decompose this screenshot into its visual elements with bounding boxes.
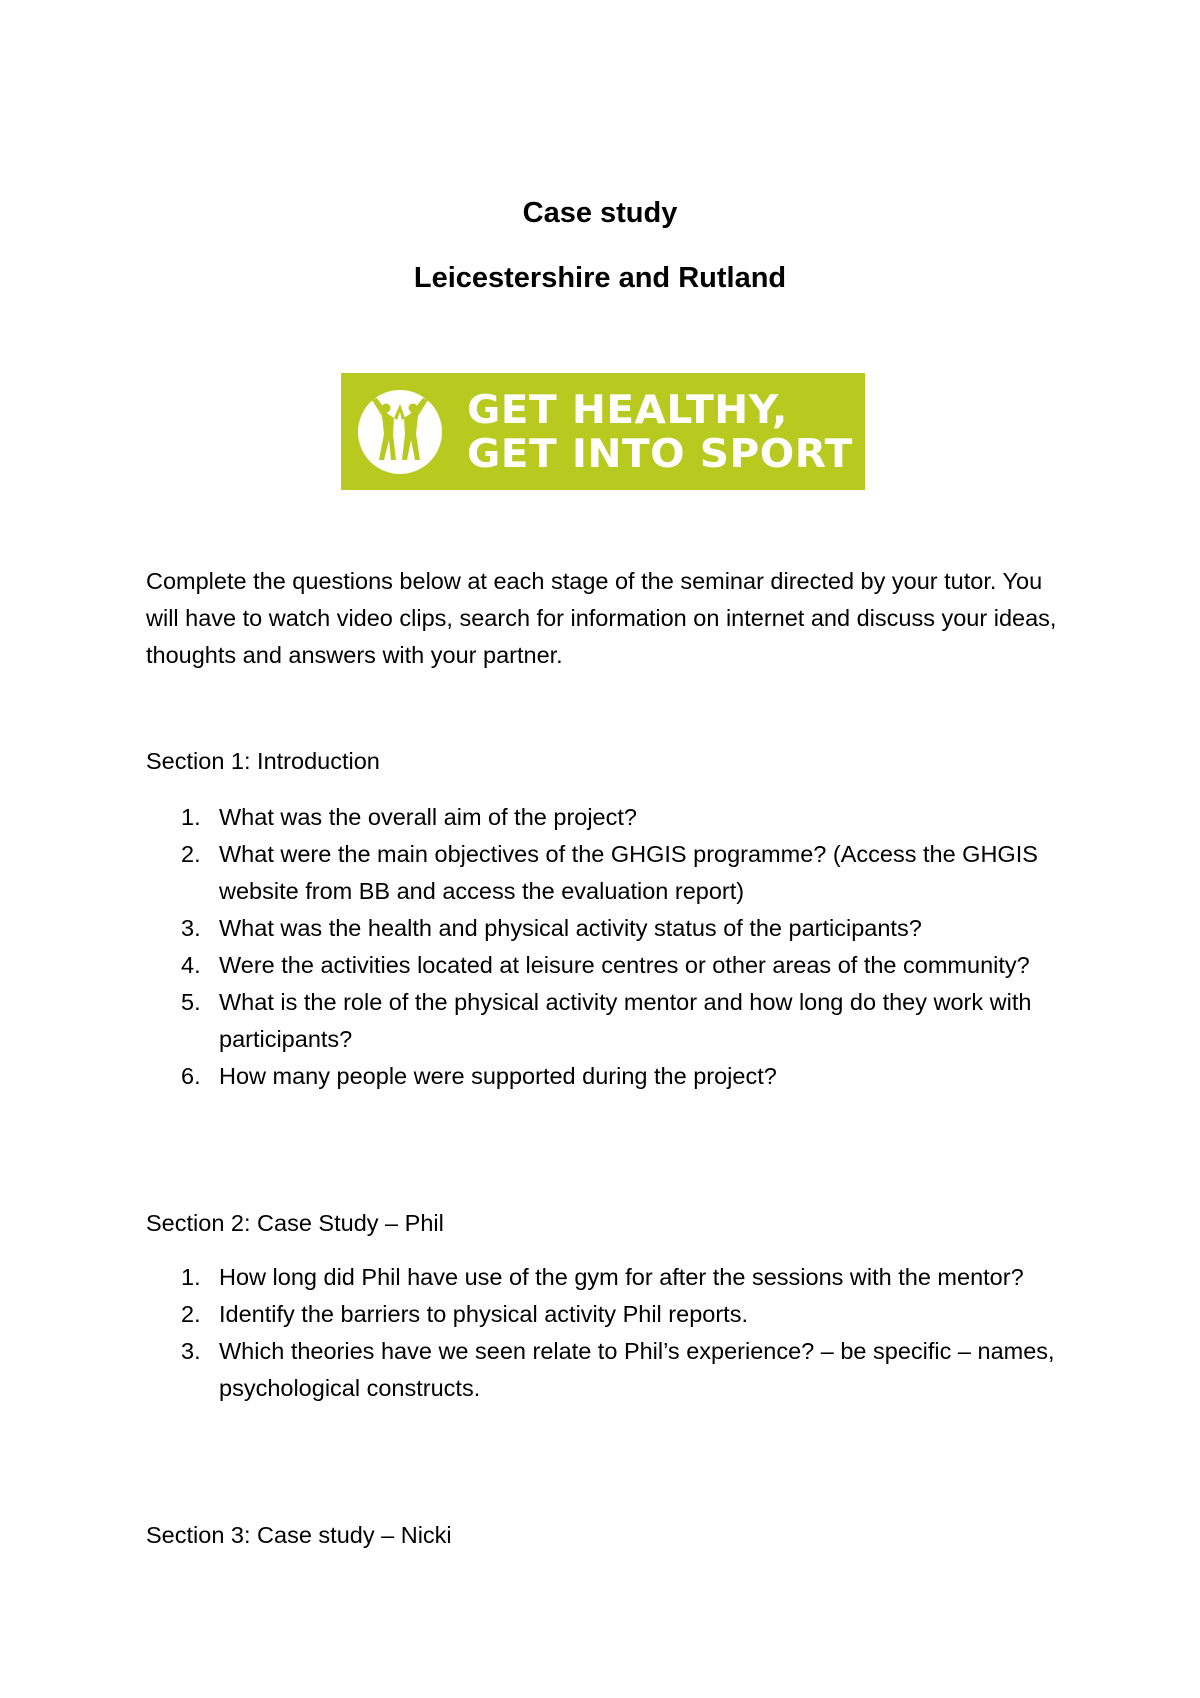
list-number: 1. [181,1264,201,1290]
question-text: What was the health and physical activity status of the participants? [219,915,922,941]
question-text: Were the activities located at leisure centres or other areas of the community? [219,952,1030,978]
logo-line-1: GET HEALTHY, [467,388,788,433]
list-item [146,1259,1066,1296]
question-text: How many people were supported during the project? [219,1063,777,1089]
list-item [146,947,1066,984]
question-text: Which theories have we seen relate to Phil’s experience? – be specific – names, psychological constructs. [219,1338,1055,1401]
ghgis-logo [341,373,865,490]
list-number: 5. [181,989,201,1015]
list-item [146,910,1066,947]
list-number: 2. [181,1301,201,1327]
list-number: 6. [181,1063,201,1089]
list-number: 1. [181,804,201,830]
page-title: Case study [522,197,678,229]
list-number: 3. [181,915,201,941]
list-item [146,984,1066,1058]
intro-paragraph: Complete the questions below at each stage of the seminar directed by your tutor. You will have to watch video clips, search for information on internet and discuss your ideas, thoughts and answers with your partner. [146,568,1057,668]
section-heading: Section 2: Case Study – Phil [146,1210,444,1236]
list-item [146,1296,1066,1333]
question-text: What were the main objectives of the GHGIS programme? (Access the GHGIS website from BB and access the evaluation report) [219,841,1038,904]
list-number: 2. [181,841,201,867]
question-text: Identify the barriers to physical activity Phil reports. [219,1301,748,1327]
list-number: 4. [181,952,201,978]
page-subtitle: Leicestershire and Rutland [413,262,787,294]
list-item [146,799,1066,836]
list-item [146,836,1066,910]
question-list [146,1259,1066,1407]
question-text: How long did Phil have use of the gym for after the sessions with the mentor? [219,1264,1024,1290]
logo-line-2: GET INTO SPORT [467,432,853,477]
list-number: 3. [181,1338,201,1364]
logo-wordmark [467,389,853,477]
section-heading: Section 1: Introduction [146,748,380,774]
sport-figures-icon [358,390,442,474]
list-item [146,1333,1066,1407]
question-text: What was the overall aim of the project? [219,804,637,830]
question-text: What is the role of the physical activity mentor and how long do they work with participants? [219,989,1032,1052]
list-item [146,1058,1066,1095]
section-heading: Section 3: Case study – Nicki [146,1522,452,1548]
question-list [146,799,1066,1095]
